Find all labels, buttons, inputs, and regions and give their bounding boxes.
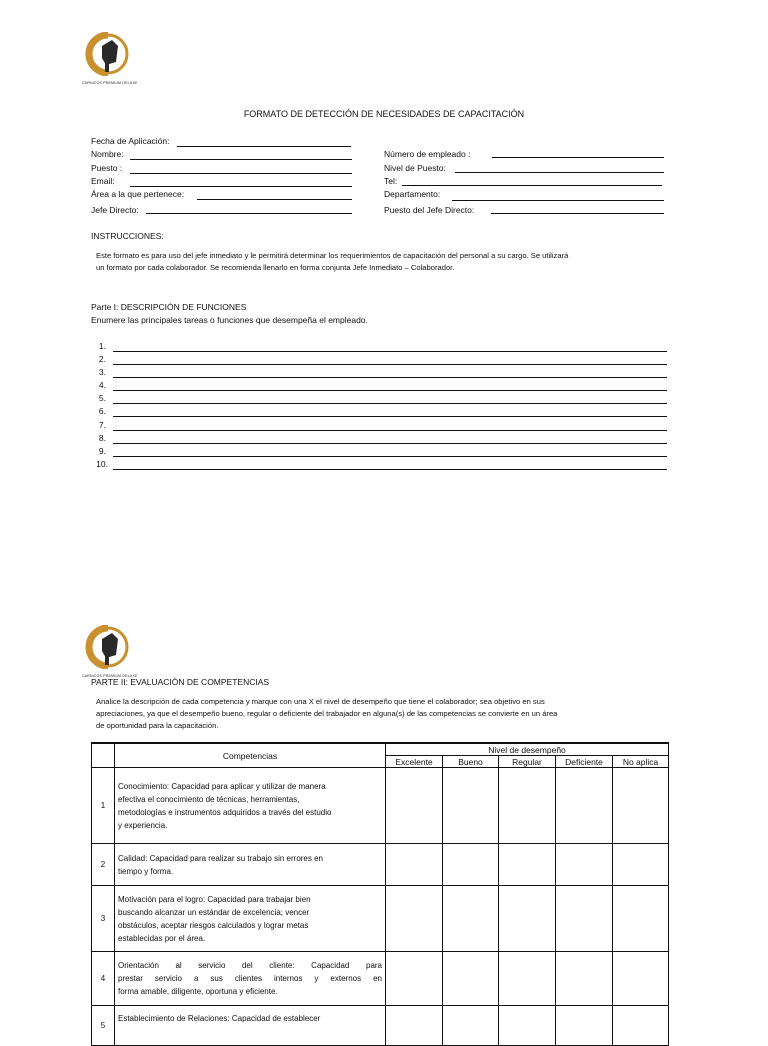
- row-index: 1: [92, 768, 115, 844]
- competencia-line: obstáculos, aceptar riesgos calculados y lograr metas: [118, 920, 309, 930]
- table-row: [92, 768, 669, 844]
- instrucciones-line: Este formato es para uso del jefe inmediato y le permitirá determinar los requerimientos de capacitación del personal a su cargo. Se utilizará: [96, 251, 569, 260]
- competencia-cell: [115, 886, 386, 952]
- jefe-label: Jefe Directo:: [91, 205, 139, 215]
- rating-cell[interactable]: [556, 768, 613, 844]
- funcion-number: 7.: [98, 420, 106, 430]
- email-field[interactable]: [130, 186, 352, 187]
- rating-cell[interactable]: [556, 1006, 613, 1046]
- tel-field[interactable]: [402, 185, 662, 186]
- rating-cell[interactable]: [499, 844, 556, 886]
- funcion-line[interactable]: [113, 351, 667, 352]
- logo-caption: CARNICOS PREMIUM DELUXE: [82, 674, 138, 678]
- numero-empleado-label: Número de empleado :: [384, 149, 471, 159]
- competencia-cell: [115, 768, 386, 844]
- index-header: [92, 743, 115, 768]
- rating-cell[interactable]: [443, 768, 499, 844]
- level-header: Deficiente: [556, 756, 613, 768]
- competencia-cell: [115, 952, 386, 1006]
- rating-cell[interactable]: [386, 952, 443, 1006]
- rating-cell[interactable]: [386, 1006, 443, 1046]
- funcion-number: 8.: [98, 433, 106, 443]
- row-index: 3: [92, 886, 115, 952]
- rating-cell[interactable]: [443, 886, 499, 952]
- competencia-line: Calidad: Capacidad para realizar su trabajo sin errores en: [118, 853, 323, 863]
- puesto-jefe-label: Puesto del Jefe Directo:: [384, 205, 475, 215]
- level-header: Excelente: [386, 756, 443, 768]
- funcion-number: 5.: [98, 393, 106, 403]
- puesto-jefe-field[interactable]: [491, 213, 664, 214]
- competencia-cell: [115, 844, 386, 886]
- rating-cell[interactable]: [556, 952, 613, 1006]
- competencia-line: efectiva el conocimiento de técnicas, herramientas,: [118, 794, 300, 804]
- table-header-row: [92, 743, 669, 756]
- competencia-line: tiempo y forma.: [118, 866, 174, 876]
- company-logo: [82, 32, 138, 85]
- parte2-instr-line: apreciaciones, ya que el desempeño bueno, regular o deficiente del trabajador en alguna(s) de las competencias se convierte en un área: [96, 709, 558, 718]
- nombre-field[interactable]: [130, 159, 352, 160]
- competencia-line: y experiencia.: [118, 820, 168, 830]
- funcion-line[interactable]: [113, 416, 667, 417]
- rating-cell[interactable]: [613, 844, 669, 886]
- competencia-line: Conocimiento: Capacidad para aplicar y utilizar de manera: [118, 781, 326, 791]
- rating-cell[interactable]: [499, 768, 556, 844]
- rating-cell[interactable]: [499, 1006, 556, 1046]
- parte2-instr-line: de oportunidad para la capacitación.: [96, 721, 219, 730]
- departamento-field[interactable]: [452, 200, 664, 201]
- puesto-label: Puesto :: [91, 163, 123, 173]
- logo-emblem-icon: [82, 625, 134, 669]
- level-header: No aplica: [613, 756, 669, 768]
- email-label: Email:: [91, 176, 115, 186]
- funcion-number: 4.: [98, 380, 106, 390]
- funcion-number: 9.: [98, 446, 106, 456]
- nivel-puesto-field[interactable]: [455, 172, 664, 173]
- competencia-line: prestar servicio a sus clientes internos y externos en: [118, 974, 382, 983]
- nivel-puesto-label: Nivel de Puesto:: [384, 163, 446, 173]
- departamento-label: Departamento:: [384, 189, 441, 199]
- rating-cell[interactable]: [613, 1006, 669, 1046]
- competencia-line: metodologías e instrumentos adquiridos a través del estudio: [118, 807, 332, 817]
- funcion-number: 3.: [98, 367, 106, 377]
- funcion-line[interactable]: [113, 364, 667, 365]
- rating-cell[interactable]: [386, 844, 443, 886]
- numero-empleado-field[interactable]: [492, 157, 664, 158]
- funcion-line[interactable]: [113, 390, 667, 391]
- rating-cell[interactable]: [613, 768, 669, 844]
- fecha-field[interactable]: [177, 146, 351, 147]
- row-index: 2: [92, 844, 115, 886]
- fecha-label: Fecha de Aplicación:: [91, 136, 170, 146]
- document-title: FORMATO DE DETECCIÓN DE NECESIDADES DE CAPACITACIÓN: [243, 109, 525, 119]
- jefe-field[interactable]: [146, 213, 352, 214]
- row-index: 5: [92, 1006, 115, 1046]
- area-field[interactable]: [197, 199, 352, 200]
- competencias-header: Competencias: [115, 743, 386, 768]
- competencia-line: buscando alcanzar un estándar de excelencia; vencer: [118, 907, 310, 917]
- funcion-number: 1.: [98, 341, 106, 351]
- competencia-line: establecidas por el área.: [118, 933, 206, 943]
- parte1-heading: Parte I: DESCRIPCIÓN DE FUNCIONES: [91, 302, 247, 312]
- parte2-instr-line: Analice la descripción de cada competencia y marque con una X el nivel de desempeño que tiene el colaborador; sea objetivo en sus: [96, 697, 545, 706]
- rating-cell[interactable]: [386, 886, 443, 952]
- competencia-line: Establecimiento de Relaciones: Capacidad de establecer: [118, 1014, 321, 1023]
- parte1-subheading: Enumere las principales tareas o funciones que desempeña el empleado.: [91, 315, 368, 325]
- rating-cell[interactable]: [499, 886, 556, 952]
- rating-cell[interactable]: [613, 952, 669, 1006]
- funcion-line[interactable]: [113, 430, 667, 431]
- rating-cell[interactable]: [443, 1006, 499, 1046]
- level-header: Bueno: [443, 756, 499, 768]
- competencia-line: Motivación para el logro: Capacidad para trabajar bien: [118, 894, 311, 904]
- row-index: 4: [92, 952, 115, 1006]
- funcion-number: 2.: [98, 354, 106, 364]
- table-row: [92, 844, 669, 886]
- rating-cell[interactable]: [556, 886, 613, 952]
- parte2-heading: PARTE II: EVALUACIÓN DE COMPETENCIAS: [91, 677, 270, 687]
- funcion-line[interactable]: [113, 403, 667, 404]
- logo-emblem-icon: [82, 32, 134, 76]
- rating-cell[interactable]: [443, 844, 499, 886]
- table-row: [92, 952, 669, 1006]
- table-row: [92, 886, 669, 952]
- rating-cell[interactable]: [443, 952, 499, 1006]
- parte2-instructions: [96, 696, 676, 732]
- rating-cell[interactable]: [613, 886, 669, 952]
- rating-cell[interactable]: [556, 844, 613, 886]
- instrucciones-text: [96, 250, 676, 274]
- competencia-cell: [115, 1006, 386, 1046]
- nivel-header: Nivel de desempeño: [386, 743, 669, 756]
- tel-label: Tel:: [384, 176, 398, 186]
- puesto-field[interactable]: [130, 173, 352, 174]
- table-row: [92, 1006, 669, 1046]
- instrucciones-line: un formato por cada colaborador. Se recomienda llenarlo en forma conjunta Jefe Inmediato – Colaborador.: [96, 263, 455, 272]
- competencias-table: [91, 742, 669, 1046]
- funcion-line[interactable]: [113, 443, 667, 444]
- area-label: Área a la que pertenece:: [91, 189, 185, 199]
- competencia-line: Orientación al servicio del cliente: Capacidad para: [118, 961, 382, 970]
- rating-cell[interactable]: [386, 768, 443, 844]
- logo-caption: CARNICOS PREMIUM DELUXE: [82, 81, 138, 85]
- funcion-line[interactable]: [113, 377, 667, 378]
- funcion-number: 6.: [98, 406, 106, 416]
- rating-cell[interactable]: [499, 952, 556, 1006]
- funcion-number: 10.: [96, 459, 108, 469]
- funcion-line[interactable]: [113, 456, 667, 457]
- level-header: Regular: [499, 756, 556, 768]
- competencia-line: forma amable, diligente, oportuna y eficiente.: [118, 987, 278, 996]
- nombre-label: Nombre:: [91, 149, 124, 159]
- instrucciones-heading: INSTRUCCIONES:: [91, 231, 164, 241]
- funcion-line[interactable]: [113, 469, 667, 470]
- company-logo-page2: [82, 625, 138, 678]
